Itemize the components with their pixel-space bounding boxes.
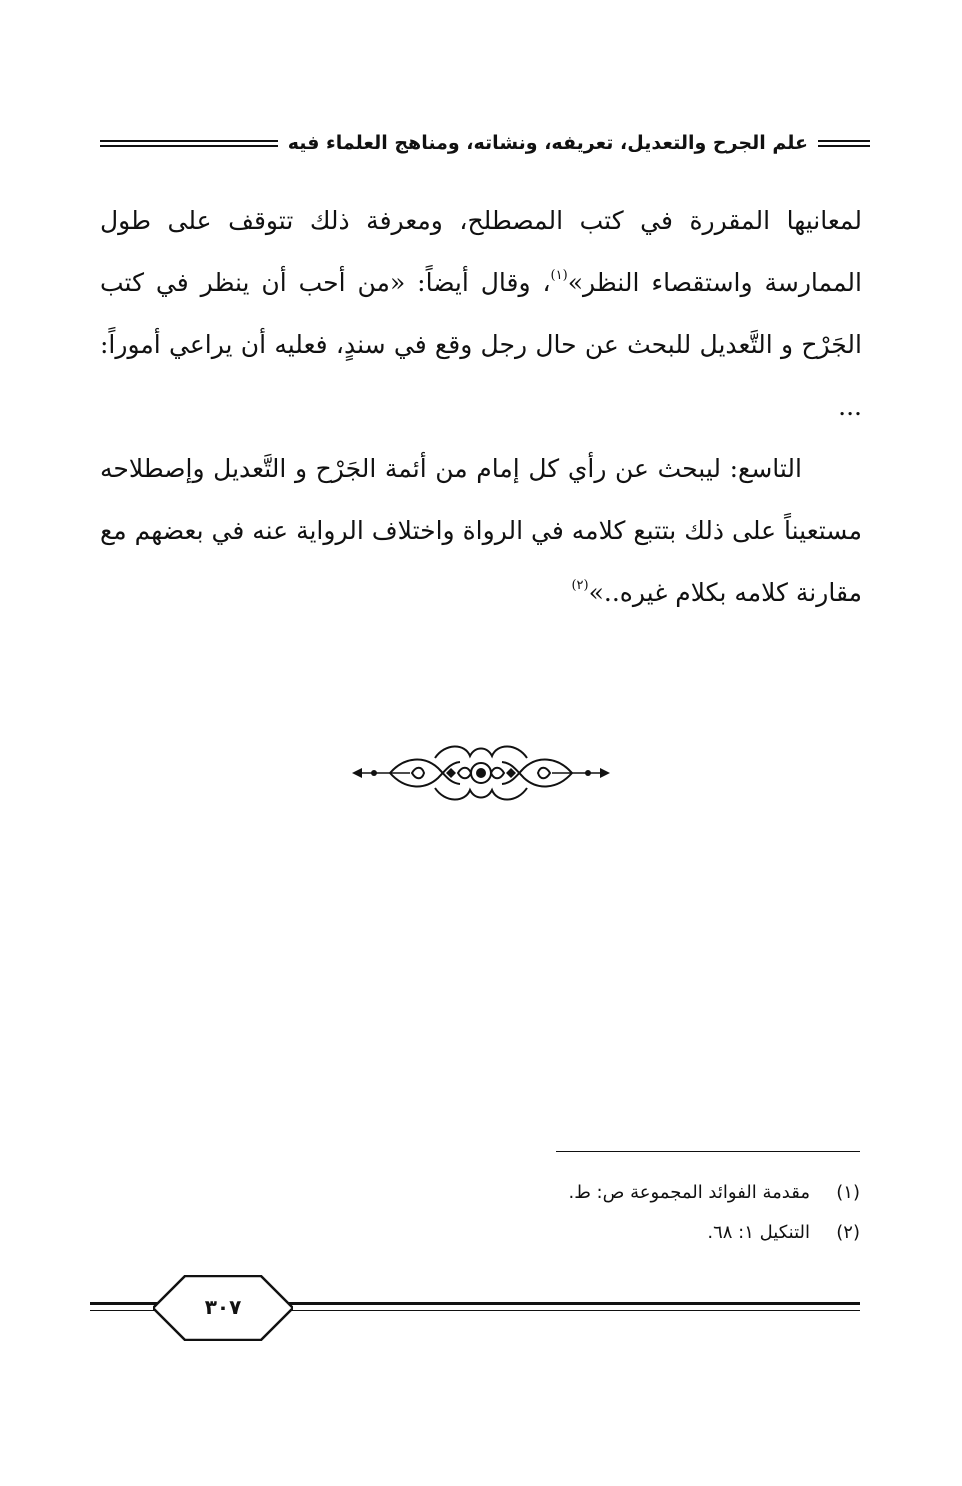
footnotes [520, 1180, 860, 1260]
paragraph-2-text: التاسع: ليبحث عن رأي كل إمام من أئمة الجَرْح و التَّعديل وإصطلاحه مستعيناً على ذلك بتتبع كلامه في الرواة واختلاف الرواية عنه في بعضهم مع مقارنة كلامه بكلام غيره..» [100, 454, 862, 607]
header-title: علم الجرح والتعديل، تعريفه، ونشاته، ومناهج العلماء فيه [287, 132, 808, 154]
paragraph-1 [100, 190, 862, 438]
footnote-separator [556, 1151, 860, 1152]
section-ornament [350, 738, 612, 808]
paragraph-1-text-a: لمعانيها المقررة في كتب المصطلح، ومعرفة ذلك تتوقف على طول الممارسة واستقصاء النظر» [100, 206, 862, 297]
footnote-ref-2: (٢) [571, 578, 589, 593]
paragraph-1-text-b: ، وقال أيضاً: «من أحب أن ينظر في كتب الجَرْح و التَّعديل للبحث عن حال رجل وقع في سندٍ، فعليه أن يراعي أموراً: ... [100, 268, 862, 421]
paragraph-2 [100, 438, 862, 624]
footnote-1 [520, 1180, 860, 1206]
footnote-2-number: (٢) [836, 1222, 860, 1243]
page-footer [90, 1275, 860, 1345]
footnote-1-number: (١) [836, 1182, 860, 1203]
footnote-2 [520, 1220, 860, 1246]
footnote-2-text: التنكيل ١: ٦٨. [707, 1222, 810, 1243]
running-header [100, 128, 870, 158]
header-rule-right [818, 140, 870, 147]
footnote-1-text: مقدمة الفوائد المجموعة ص: ط. [568, 1182, 810, 1203]
page-number: ٣٠٧ [204, 1295, 242, 1319]
main-text [100, 190, 862, 624]
footnote-ref-1: (١) [550, 268, 568, 283]
header-rule-left [100, 140, 278, 147]
